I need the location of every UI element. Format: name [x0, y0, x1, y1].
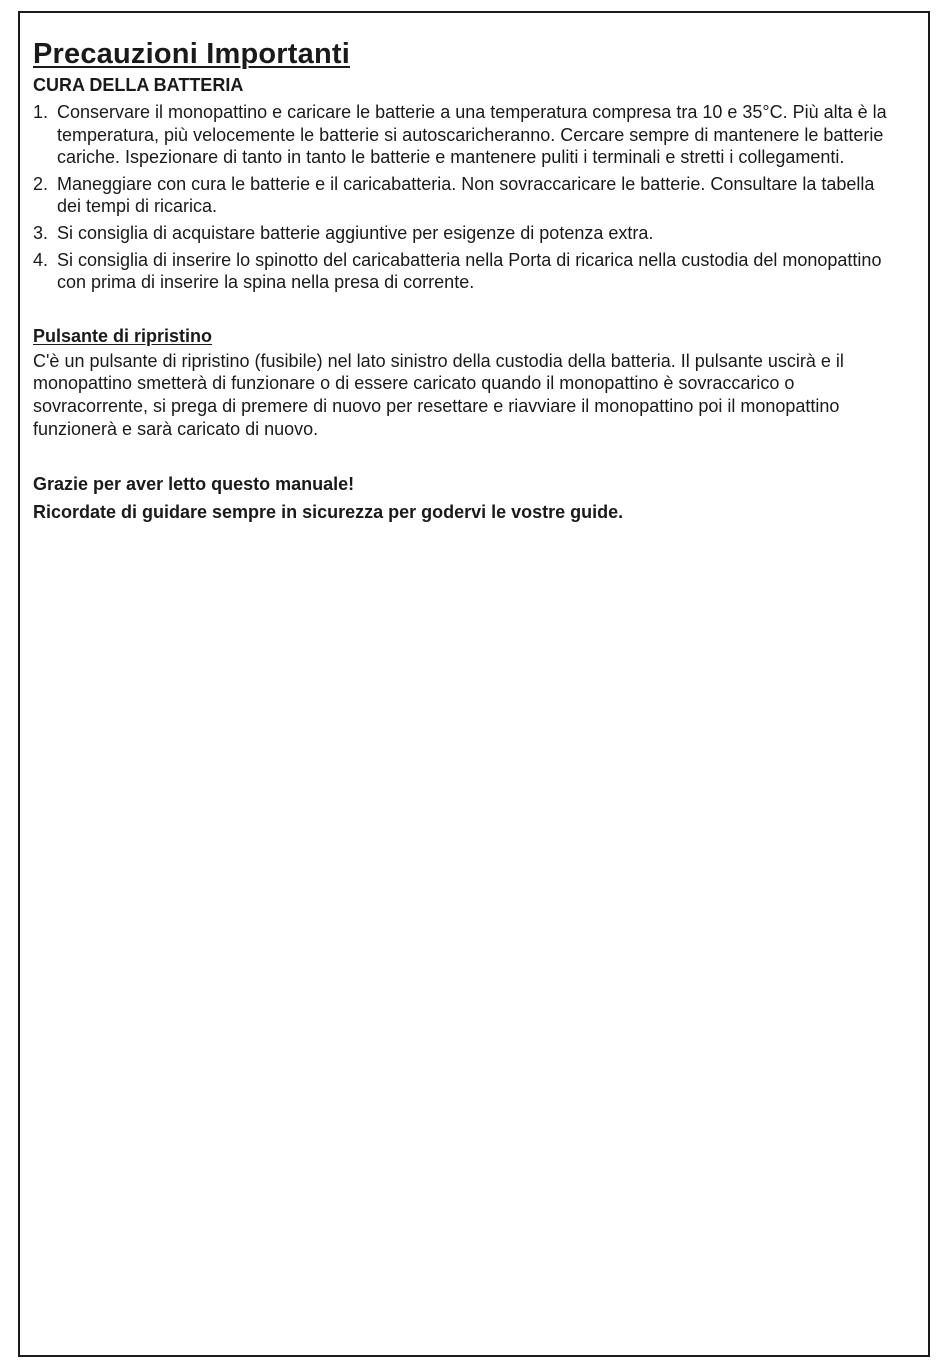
closing-message — [33, 470, 893, 526]
section-subtitle-battery-care: CURA DELLA BATTERIA — [33, 75, 244, 95]
list-item — [33, 173, 893, 218]
reset-button-heading: Pulsante di ripristino — [33, 325, 213, 346]
list-item — [33, 249, 893, 294]
list-item-number: 4. — [33, 249, 49, 270]
list-item-text: Conservare il monopattino e caricare le batterie a una temperatura compresa tra 10 e 35°C. Più alta è la temperatura, più velocemente le batterie si autoscaricheranno. Cercare sempre di mantenere le batterie cariche. Ispezionare di tanto in tanto le batterie e mantenere puliti i terminali e stretti i collegamenti. — [57, 102, 887, 168]
document-content — [33, 36, 893, 526]
page-title: Precauzioni Importanti — [33, 38, 350, 70]
closing-safety-reminder: Ricordate di guidare sempre in sicurezza per godervi le vostre guide. — [33, 502, 624, 523]
list-item-number: 3. — [33, 222, 49, 243]
closing-thanks: Grazie per aver letto questo manuale! — [33, 474, 355, 495]
list-item-text: Si consiglia di inserire lo spinotto del caricabatteria nella Porta di ricarica nella custodia del monopattino con prima di inserire la spina nella presa di corrente. — [57, 249, 882, 293]
list-item-text: Si consiglia di acquistare batterie aggiuntive per esigenze di potenza extra. — [57, 222, 654, 243]
precautions-list — [33, 101, 893, 294]
reset-button-paragraph: C'è un pulsante di ripristino (fusibile) nel lato sinistro della custodia della batteria. Il pulsante uscirà e il monopattino smetterà di funzionare o di essere caricato quando il monopattino è sovraccarico o sovracorrente, si prega di premere di nuovo per resettare e riavviare il monopattino poi il monopattino funzionerà e sarà caricato di nuovo. — [33, 350, 844, 439]
list-item — [33, 222, 893, 245]
list-item — [33, 101, 893, 169]
list-item-text: Maneggiare con cura le batterie e il caricabatteria. Non sovraccaricare le batterie. Consultare la tabella dei tempi di ricarica. — [57, 173, 875, 217]
list-item-number: 2. — [33, 173, 49, 194]
list-item-number: 1. — [33, 102, 49, 122]
